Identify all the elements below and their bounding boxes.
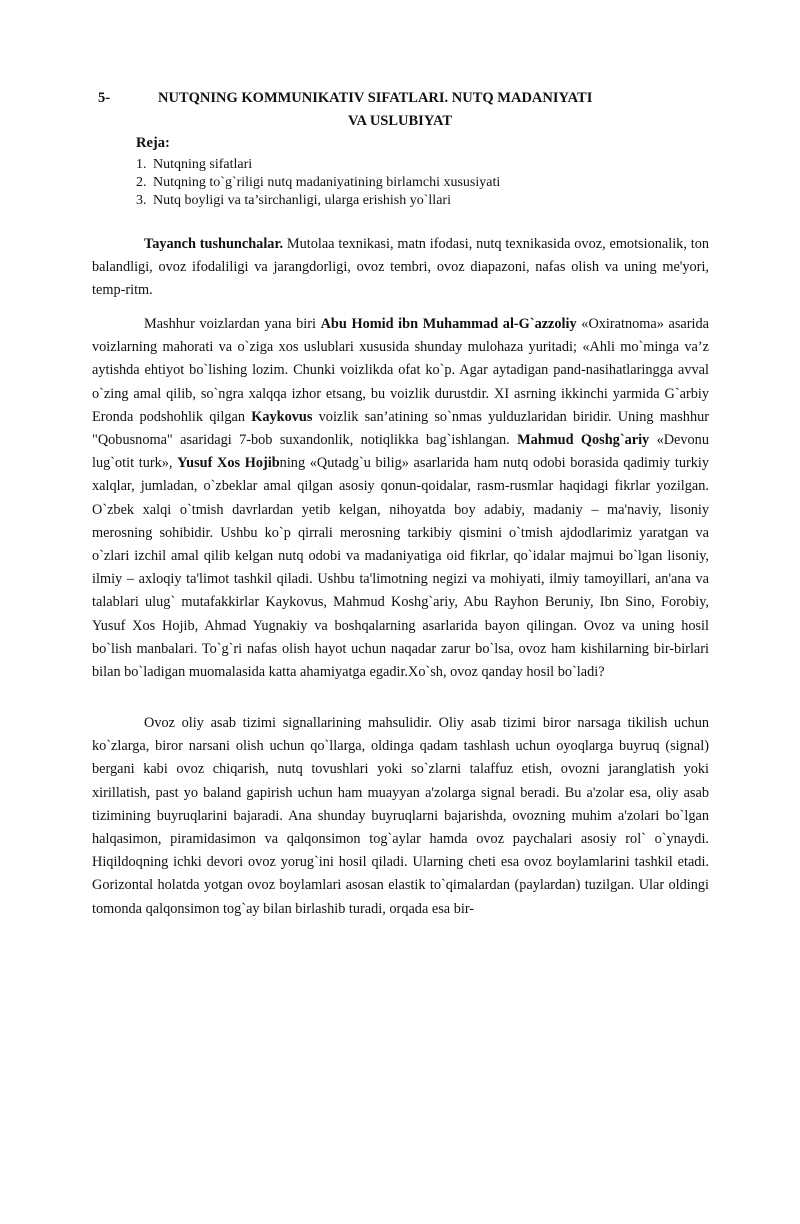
key-concepts-paragraph bbox=[92, 233, 709, 303]
chapter-title-line1: NUTQNING KOMMUNIKATIV SIFATLARI. NUTQ MADANIYATI bbox=[158, 90, 593, 106]
plan-item bbox=[136, 174, 500, 192]
plan-item-number: 3. bbox=[136, 193, 147, 208]
plan-item-number: 1. bbox=[136, 157, 147, 172]
body-paragraph-orators bbox=[92, 313, 709, 684]
text-run: voizlik san’atining so`nmas yulduzlaridan biridir. Uning mashhur "Qobusnoma" asaridagi 7-bob suxandonlik, notiqlikka bag`ishlangan. bbox=[92, 408, 709, 449]
plan-item-text: Nutqning to`g`riligi nutq madaniyatining birlamchi xususiyati bbox=[153, 175, 501, 190]
text-run: «Devonu lug`otit turk», bbox=[92, 432, 709, 472]
key-concepts-text: Mutolaa texnikasi, matn ifodasi, nutq texnikasida ovoz, emotsionalik, ton balandligi, ovoz ifodaliligi va jarangdorligi, ovoz tembri, ovoz diapazoni, nafas olish va uning me'yori, temp-ritm. bbox=[92, 236, 709, 299]
name-ghazali: Abu Homid ibn Muhammad al-G`azzoliy bbox=[320, 316, 577, 332]
name-kaykovus: Kaykovus bbox=[251, 408, 313, 425]
plan-item-number: 2. bbox=[136, 175, 147, 190]
plan-item bbox=[136, 156, 500, 174]
plan-item-text: Nutqning sifatlari bbox=[153, 157, 253, 172]
plan-list bbox=[136, 156, 500, 210]
name-yusuf-xos-hojib: Yusuf Xos Hojib bbox=[177, 455, 280, 472]
chapter-number: 5- bbox=[98, 90, 111, 106]
plan-item bbox=[136, 192, 500, 210]
body-paragraph-voice: Ovoz oliy asab tizimi signallarining mahsulidir. Oliy asab tizimi biror narsaga tikilish uchun ko`zlarga, biror narsani olish uchun qo`llarga, oldinga qadam tashlash uchun oyoqlarga buyruq (signal) bergani kabi ovoz chiqarish, nutq tovushlari yoki so`zlarni talaffuz etish, ovozni jaranglatish yoki xirillatish, past yo baland gapirish uchun ham muayyan a'zolarga signal beradi. Bu a'zolar esa, oliy asab tizimining buyruqlarini bajaradi. Ana shunday buyruqlarni bajarishda, ovozning muhim a'zolari bo`lgan halqasimon, piramidasimon va qalqonsimon tog`aylar hamda ovoz paychalari asosiy rol` o`ynaydi. Hiqildoqning ichki devori ovoz yorug`ini hosil qiladi. Ularning cheti esa ovoz boylamlarini tashkil etadi. Gorizontal holatda yotgan ovoz boylamlari asosan elastik to`qimalardan (paylardan) tuzilgan. Ular oldingi tomonda qalqonsimon tog`ay bilan birlashib turadi, orqada esa bir- bbox=[92, 715, 709, 917]
text-run: Mashhur voizlardan yana biri bbox=[144, 316, 321, 332]
text-run: «Oxiratnoma» asarida voizlarning mahorati va o`ziga xos uslublari xususida shunday mulohaza yuritadi; «Ahli mo`minga va’z aytishda ehtiyot bo`lishing lozim. Chunki voizlikda ofat ko`p. Agar aytadigan pand-nasihatlaringga avval o`zing amal qilib, so`ngra xalqqa izhor etsang, bu voizlik durustdir. XI asrning ikkinchi yarmida G`arbiy Eronda podshohlik qilgan bbox=[92, 316, 710, 425]
chapter-title-line2: VA USLUBIYAT bbox=[347, 113, 453, 129]
plan-item-text: Nutq boyligi va ta’sirchanligi, ularga erishish yo`llari bbox=[153, 193, 451, 208]
text-run: ning «Qutadg`u bilig» asarlarida ham nutq odobi borasida qadimiy turkiy xalqlar, jumladan, o`zbeklar amal qilgan asosiy qonun-qoidalar, rasm-rusmlar haqidagi fikrlar yozilgan. O`zbek xalqi o`tmish davrlardan yetib kelgan, nihoyatda boy adabiy, madaniy – ma'naviy, lisoniy merosning sohibidir. Ushbu ko`p qirrali merosning tarkibiy qismini o`tmish ajdodlarimiz yaratgan va o`zlari izchil amal qilib kelgan nutq odobi va madaniyatiga oid fikrlar, qo`idalar majmui bo`lgan lisoniy, ilmiy – axloqiy ta'limot tashkil qiladi. Ushbu ta'limotning negizi va mohiyati, ilmiy tamoyillari, an'ana va talablari ulug` mutafakkirlar Kaykovus, Mahmud Koshg`ariy, Abu Rayhon Beruniy, Ibn Sino, Forobiy, Yusuf Xos Hojib, Ahmad Yugnakiy va boshqalarning asarlarida bayon qilingan. Ovoz va uning hosil bo`lish manbalari. To`g`ri nafas olish hayot uchun naqadar zarur bo`lsa, ovoz ham kishilarning bir-birlari bilan bo`ladigan muomalasida katta ahamiyatga egadir.Xo`sh, ovoz qanday hosil bo`ladi? bbox=[92, 455, 709, 681]
name-koshgariy: Mahmud Qoshg`ariy bbox=[517, 432, 650, 449]
plan-title: Reja: bbox=[136, 135, 170, 151]
key-concepts-label: Tayanch tushunchalar. bbox=[144, 236, 284, 252]
